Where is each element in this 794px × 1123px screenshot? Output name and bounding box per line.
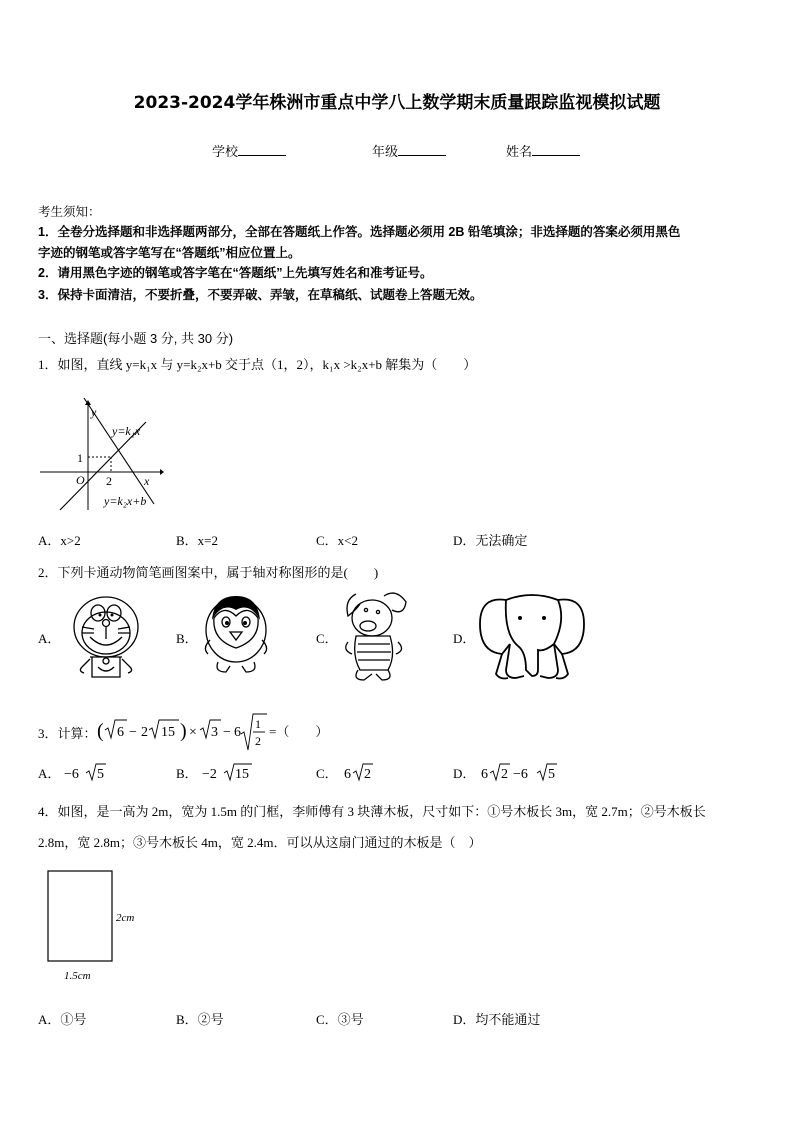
question-1-stem: 1．如图，直线 y=k₁x 与 y=k₂x+b 交于点（1，2），k₁x >k₂x+b 解集为（ ）	[38, 357, 477, 372]
svg-text:6: 6	[233, 725, 241, 740]
name-label: 姓名	[506, 144, 533, 159]
svg-text:×: ×	[188, 725, 197, 740]
svg-text:3: 3	[210, 725, 218, 740]
notice-line-3: 3．保持卡面清洁，不要折叠，不要弄破、弄皱，在草稿纸、试题卷上答题无效。	[38, 288, 483, 302]
q3-option-a-expr	[60, 760, 112, 784]
svg-text:): )	[179, 720, 187, 742]
elephant-image[interactable]	[476, 590, 588, 686]
svg-text:−6: −6	[513, 767, 529, 782]
y-axis-label: y	[91, 405, 97, 419]
svg-text:15: 15	[160, 725, 175, 740]
q2-option-d-label[interactable]: D．	[453, 631, 476, 646]
school-label: 学校	[212, 144, 239, 159]
q3-option-b[interactable]	[176, 760, 258, 784]
q4-option-a[interactable]: A．①号	[38, 1012, 87, 1027]
q3-option-c-label: C．	[316, 765, 338, 781]
notice-heading: 考生须知：	[38, 205, 101, 219]
q3-option-b-label: B．	[176, 765, 198, 781]
q3-option-d[interactable]	[453, 760, 575, 784]
door-frame-diagram	[40, 864, 150, 986]
page-title: 2023-2024学年株洲市重点中学八上数学期末质量跟踪监视模拟试题	[133, 93, 661, 113]
notice-line-2: 2．请用黑色字迹的钢笔或答字笔在“答题纸”上先填写姓名和准考证号。	[38, 266, 433, 280]
line2-label: y=k₂x+b	[104, 494, 147, 508]
x-axis-arrow	[160, 469, 164, 475]
penguin-image[interactable]	[200, 588, 272, 683]
svg-text:6: 6	[116, 725, 124, 740]
piglet-image[interactable]	[338, 586, 414, 686]
origin-label: O	[76, 473, 85, 487]
school-field	[212, 141, 286, 160]
q3-option-a[interactable]	[38, 760, 112, 784]
svg-text:−2: −2	[201, 767, 217, 782]
svg-text:−: −	[128, 725, 137, 740]
question-3-stem	[38, 712, 337, 752]
svg-text:6: 6	[481, 767, 489, 782]
school-blank[interactable]	[238, 144, 286, 156]
grade-blank[interactable]	[398, 144, 446, 156]
q4-option-c[interactable]: C．③号	[316, 1012, 364, 1027]
grade-label: 年级	[372, 144, 399, 159]
grade-field	[372, 141, 446, 160]
q3-option-d-expr	[475, 760, 575, 784]
svg-text:5: 5	[97, 767, 105, 782]
question-4-stem-line-1: 4．如图，是一高为 2m，宽为 1.5m 的门框，李师傅有 3 块薄木板，尺寸如下：①号木板长 3m，宽 2.7m；②号木板长	[38, 804, 706, 819]
svg-text:1: 1	[254, 717, 261, 731]
svg-text:5: 5	[548, 767, 556, 782]
svg-text:2: 2	[363, 767, 371, 782]
q3-option-d-label: D．	[453, 765, 476, 781]
section-heading: 一、选择题(每小题 3 分, 共 30 分)	[38, 331, 234, 346]
q3-prefix: 3．计算：	[38, 725, 97, 741]
q3-option-a-label: A．	[38, 765, 61, 781]
notice-line-1a: 1．全卷分选择题和非选择题两部分，全部在答题纸上作答。选择题必须用 2B 铅笔填涂；非选择题的答案必须用黑色	[38, 225, 681, 239]
q4-option-b[interactable]: B．②号	[176, 1012, 224, 1027]
q2-option-b-label[interactable]: B．	[176, 631, 198, 646]
svg-text:(: (	[96, 720, 104, 742]
q1-option-c[interactable]: C．x<2	[316, 533, 359, 548]
door-width-label: 1.5cm	[64, 970, 91, 982]
question-2-stem: 2．下列卡通动物简笔画图案中，属于轴对称图形的是( )	[38, 565, 379, 580]
q2-option-a-label[interactable]: A．	[38, 631, 61, 646]
question-4-stem-line-2: 2.8m，宽 2.8m；③号木板长 4m，宽 2.4m．可以从这扇门通过的木板是（ ）	[38, 835, 482, 850]
q2-option-c-label[interactable]: C．	[316, 631, 338, 646]
q3-expression	[97, 712, 337, 752]
x-axis-label: x	[144, 474, 150, 488]
svg-text:2: 2	[501, 767, 509, 782]
name-field	[506, 141, 580, 160]
q1-option-d[interactable]: D．无法确定	[453, 533, 528, 548]
q1-option-b[interactable]: B．x=2	[176, 533, 219, 548]
tick-x-label: 2	[106, 474, 112, 488]
svg-text:−: −	[222, 725, 231, 740]
q1-graph	[36, 392, 166, 514]
svg-text:15: 15	[234, 767, 249, 782]
door-height-label: 2cm	[116, 912, 135, 924]
svg-text:2: 2	[140, 725, 148, 740]
q1-option-a[interactable]: A．x>2	[38, 533, 81, 548]
q3-option-c[interactable]	[316, 760, 382, 784]
notice-line-1b: 字迹的钢笔或答字笔写在“答题纸”相应位置上。	[38, 246, 301, 260]
line1-label: y=k₁x	[112, 424, 141, 438]
tick-y-label: 1	[77, 451, 83, 465]
q4-option-d[interactable]: D．均不能通过	[453, 1012, 541, 1027]
svg-text:−6: −6	[64, 767, 80, 782]
doraemon-image[interactable]	[62, 587, 150, 685]
svg-text:2: 2	[254, 734, 261, 748]
q3-option-c-expr	[338, 760, 382, 784]
svg-text:6: 6	[343, 767, 351, 782]
svg-text:=（ ）: =（ ）	[268, 724, 328, 739]
door-frame	[48, 871, 112, 961]
name-blank[interactable]	[532, 144, 580, 156]
q3-option-b-expr	[198, 760, 258, 784]
